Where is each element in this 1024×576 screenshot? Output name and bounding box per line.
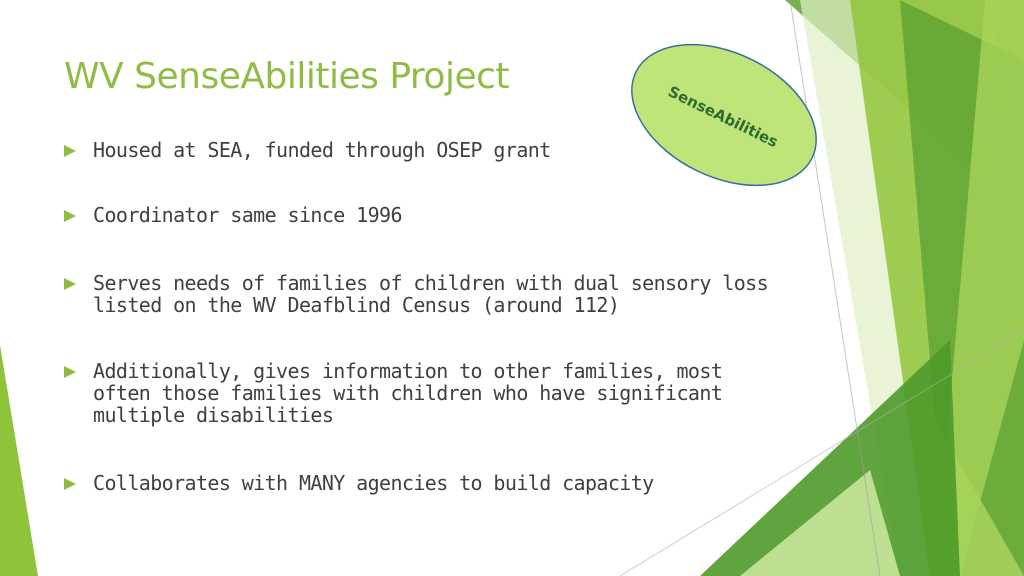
bullet-arrow-icon	[64, 366, 76, 378]
logo-text: SenseAbilities	[665, 82, 781, 152]
bullet-text: Collaborates with MANY agencies to build capacity	[93, 471, 654, 495]
bullet-text: Housed at SEA, funded through OSEP grant	[93, 138, 551, 162]
bullet-text: Coordinator same since 1996	[93, 203, 402, 227]
bullet-arrow-icon	[64, 278, 76, 290]
bullet-item	[64, 139, 784, 161]
bullet-arrow-icon	[64, 145, 76, 157]
bullet-arrow-icon	[64, 478, 76, 490]
bullet-text: Serves needs of families of children with dual sensory loss listed on the WV Deafblind Census (around 112)	[93, 271, 769, 317]
bullet-text: Additionally, gives information to other families, most often those families with children who have significant multiple disabilities	[93, 359, 723, 427]
slide-title: WV SenseAbilities Project	[64, 56, 510, 97]
bullet-item	[64, 360, 784, 426]
bullet-item	[64, 272, 784, 316]
bullet-arrow-icon	[64, 210, 76, 222]
bullet-item	[64, 204, 784, 226]
bullet-item	[64, 472, 784, 494]
